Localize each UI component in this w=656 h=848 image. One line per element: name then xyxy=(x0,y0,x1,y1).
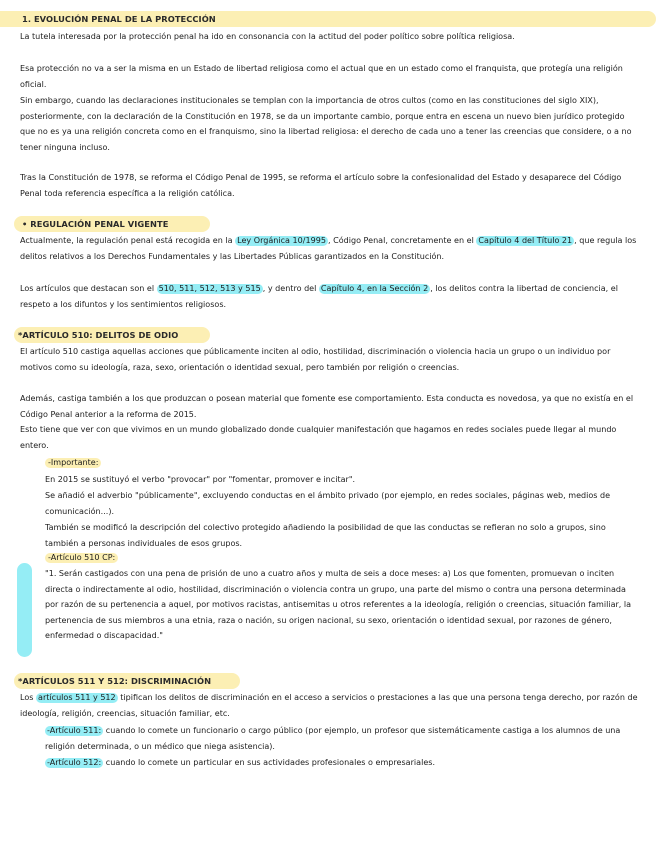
articulo-512-item: -Artículo 512: cuando lo comete un particular en sus actividades profesionales o empresariales. xyxy=(47,758,436,767)
importante-label: -Importante: xyxy=(45,458,101,468)
section-4-title: *ARTÍCULOS 511 Y 512: DISCRIMINACIÓN xyxy=(18,676,212,686)
quote-highlight-bar xyxy=(17,563,32,657)
importante-item-3: También se modificó la descripción del colectivo protegido añadiendo la posibilidad de que las conductas se refieran no solo a grupos, sino también a personas individuales de esos grupos. xyxy=(45,523,606,548)
section-1-paragraph-1: La tutela interesada por la protección penal ha ido en consonancia con la actitud del poder político sobre política religiosa. xyxy=(20,32,515,41)
section-3-paragraph-1: El artículo 510 castiga aquellas acciones que públicamente inciten al odio, hostilidad, discriminación o violencia hacia un grupo o un individuo por motivos como su ideología, raza, sexo, orientación o identidad sexual, pero también por religión o creencias. xyxy=(20,347,611,372)
section-3-paragraph-3: Esto tiene que ver con que vivimos en un mundo globalizado donde cualquier manifestación que hagamos en redes sociales puede llegar al mundo entero. xyxy=(20,425,617,450)
section-3-paragraph-2: Además, castiga también a los que produzcan o posean material que fomente ese comportamiento. Esta conducta es novedosa, ya que no existía en el Código Penal anterior a la reforma de 2015. xyxy=(20,394,634,419)
seccion-highlight: Capítulo 4, en la Sección 2 xyxy=(320,284,429,293)
articulo-511-label: -Artículo 511: xyxy=(47,726,102,735)
section-2-title: • REGULACIÓN PENAL VIGENTE xyxy=(22,219,169,229)
section-1-paragraph-2: Esa protección no va a ser la misma en un Estado de libertad religiosa como el actual que en un estado como el franquista, que protegía una religión oficial. xyxy=(20,64,623,89)
importante-label-line xyxy=(45,455,635,471)
articulos-511-512-highlight: artículos 511 y 512 xyxy=(38,693,116,702)
ley-organica-highlight: Ley Orgánica 10/1995 xyxy=(237,236,326,245)
section-2-paragraph-1: Actualmente, la regulación penal está recogida en la Ley Orgánica 10/1995 , Código Penal, concretamente en el Capítulo 4 del Título 21 , que regula los delitos relativos a los Derechos Fundamentales y las Libertades Públicas garantizados en la Constitución. xyxy=(20,236,637,261)
importante-item-1: En 2015 se sustituyó el verbo "provocar" por "fomentar, promover e incitar". xyxy=(45,475,356,484)
section-4-paragraph-1: Los artículos 511 y 512 tipifican los delitos de discriminación en el acceso a servicios o prestaciones a las que una persona tenga derecho, por razón de ideología, religión, creencias, situación familiar, etc. xyxy=(20,693,638,718)
section-1-paragraph-3: Sin embargo, cuando las declaraciones institucionales se templan con la importancia de otros cultos (como en las constituciones del siglo XIX), posteriormente, con la declaración de la Constitución en 1978, se da un importante cambio, porque entra en escena un nuevo bien jurídico protegido que no es ya una religión concreta como en el franquismo, sino la libertad religiosa: el derecho de cada uno a tener las creencias que considere, o a no tener ninguna incluso. xyxy=(20,96,632,152)
articulo-510-label-line xyxy=(45,550,635,566)
section-3-title: *ARTÍCULO 510: DELITOS DE ODIO xyxy=(18,330,179,340)
articulos-highlight: 510, 511, 512, 513 y 515 xyxy=(158,284,261,293)
section-1-title: 1. EVOLUCIÓN PENAL DE LA PROTECCIÓN xyxy=(22,14,216,24)
section-1-paragraph-4: Tras la Constitución de 1978, se reforma el Código Penal de 1995, se reforma el artículo sobre la confesionalidad del Estado y desaparece del Código Penal toda referencia específica a la religión católica. xyxy=(20,173,622,198)
section-2-paragraph-2: Los artículos que destacan son el 510, 511, 512, 513 y 515 , y dentro del Capítulo 4, en la Sección 2 , los delitos contra la libertad de conciencia, el respeto a los difuntos y los sentimientos religiosos. xyxy=(20,284,618,309)
importante-item-2: Se añadió el adverbio "públicamente", excluyendo conductas en el ámbito privado (por ejemplo, en redes sociales, páginas web, medios de comunicación...). xyxy=(45,491,611,516)
articulo-512-label: -Artículo 512: xyxy=(47,758,102,767)
articulo-511-item: -Artículo 511: cuando lo comete un funcionario o cargo público (por ejemplo, un profesor que sistemáticamente castiga a los alumnos de una religión determinada, o un médico que niega asistencia). xyxy=(45,726,621,751)
capitulo-titulo-highlight: Capítulo 4 del Título 21 xyxy=(478,236,573,245)
articulo-510-quote: "1. Serán castigados con una pena de prisión de uno a cuatro años y multa de seis a doce meses: a) Los que fomenten, promuevan o inciten directa o indirectamente al odio, hostilidad, discriminación o violencia contra un grupo, una parte del mismo o contra una persona determinada por razón de su pertenencia a aquel, por motivos racistas, antisemitas u otros referentes a la ideología, religión o creencias, situación familiar, la pertenencia de sus miembros a una etnia, raza o nación, su origen nacional, su sexo, orientación o identidad sexual, por razones de género, enfermedad o discapacidad." xyxy=(45,569,632,640)
articulo-510-label: -Artículo 510 CP: xyxy=(45,553,118,563)
